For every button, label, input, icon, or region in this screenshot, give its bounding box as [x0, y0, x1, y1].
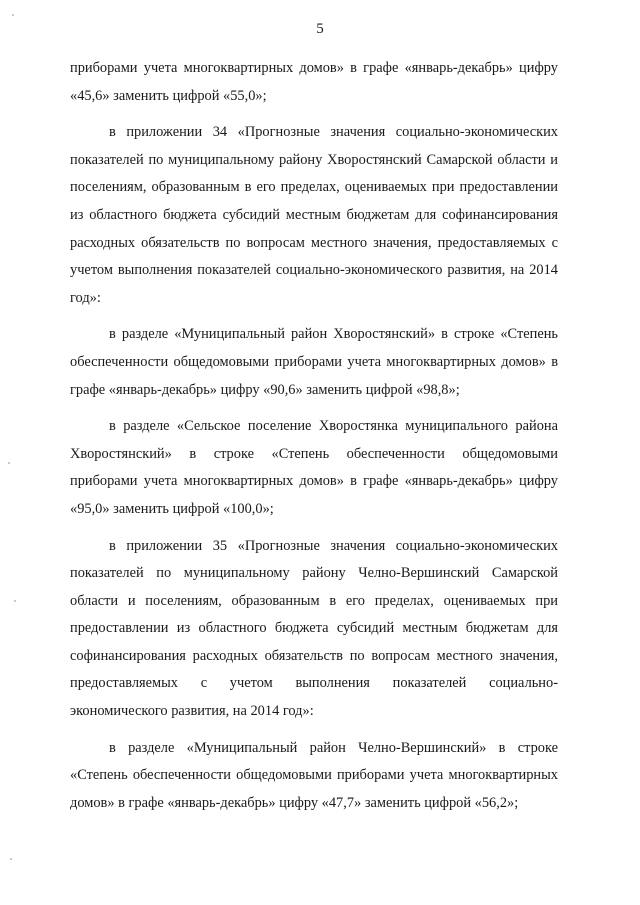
paragraph-khvorostyanka-settlement: в разделе «Сельское поселение Хворостянка муниципального района Хворостянский» в строке «Степень обеспеченности общедомовыми приборами учета многоквартирных домов» в графе «январь-декабрь» цифру «95,0» заменить цифрой «100,0»;	[70, 418, 558, 517]
paragraph-khvorostyansky-district: в разделе «Муниципальный район Хворостянский» в строке «Степень обеспеченности общедомовыми приборами учета многоквартирных домов» в графе «январь-декабрь» цифру «90,6» заменить цифрой «98,8»;	[70, 326, 558, 398]
paragraph-continuation: приборами учета многоквартирных домов» в графе «январь-декабрь» цифру «45,6» заменить цифрой «55,0»;	[70, 60, 558, 104]
scan-speck	[10, 858, 12, 860]
page-number: 5	[316, 21, 324, 37]
paragraph-appendix-34: в приложении 34 «Прогнозные значения социально-экономических показателей по муниципальному району Хворостянский Самарской области и поселениям, образованным в его пределах, оцениваемых при предоставлении из областного бюджета субсидий местным бюджетам для софинансирования расходных обязательств по вопросам местного значения, предоставляемых с учетом выполнения показателей социально-экономического развития, на 2014 год»:	[70, 124, 558, 306]
scan-speck	[14, 600, 16, 602]
scan-speck	[12, 14, 14, 16]
document-body	[70, 55, 558, 826]
paragraph-chelno-vershinsky-district: в разделе «Муниципальный район Челно-Вершинский» в строке «Степень обеспеченности общедомовыми приборами учета многоквартирных домов» в графе «январь-декабрь» цифру «47,7» заменить цифрой «56,2»;	[70, 739, 558, 811]
scan-speck	[8, 462, 10, 464]
paragraph-appendix-35: в приложении 35 «Прогнозные значения социально-экономических показателей по муниципальному району Челно-Вершинский Самарской области и поселениям, образованным в его пределах, оцениваемых при предоставлении из областного бюджета субсидий местным бюджетам для софинансирования расходных обязательств по вопросам местного значения, предоставляемых с учетом выполнения показателей социально-экономического развития, на 2014 год»:	[70, 537, 558, 720]
